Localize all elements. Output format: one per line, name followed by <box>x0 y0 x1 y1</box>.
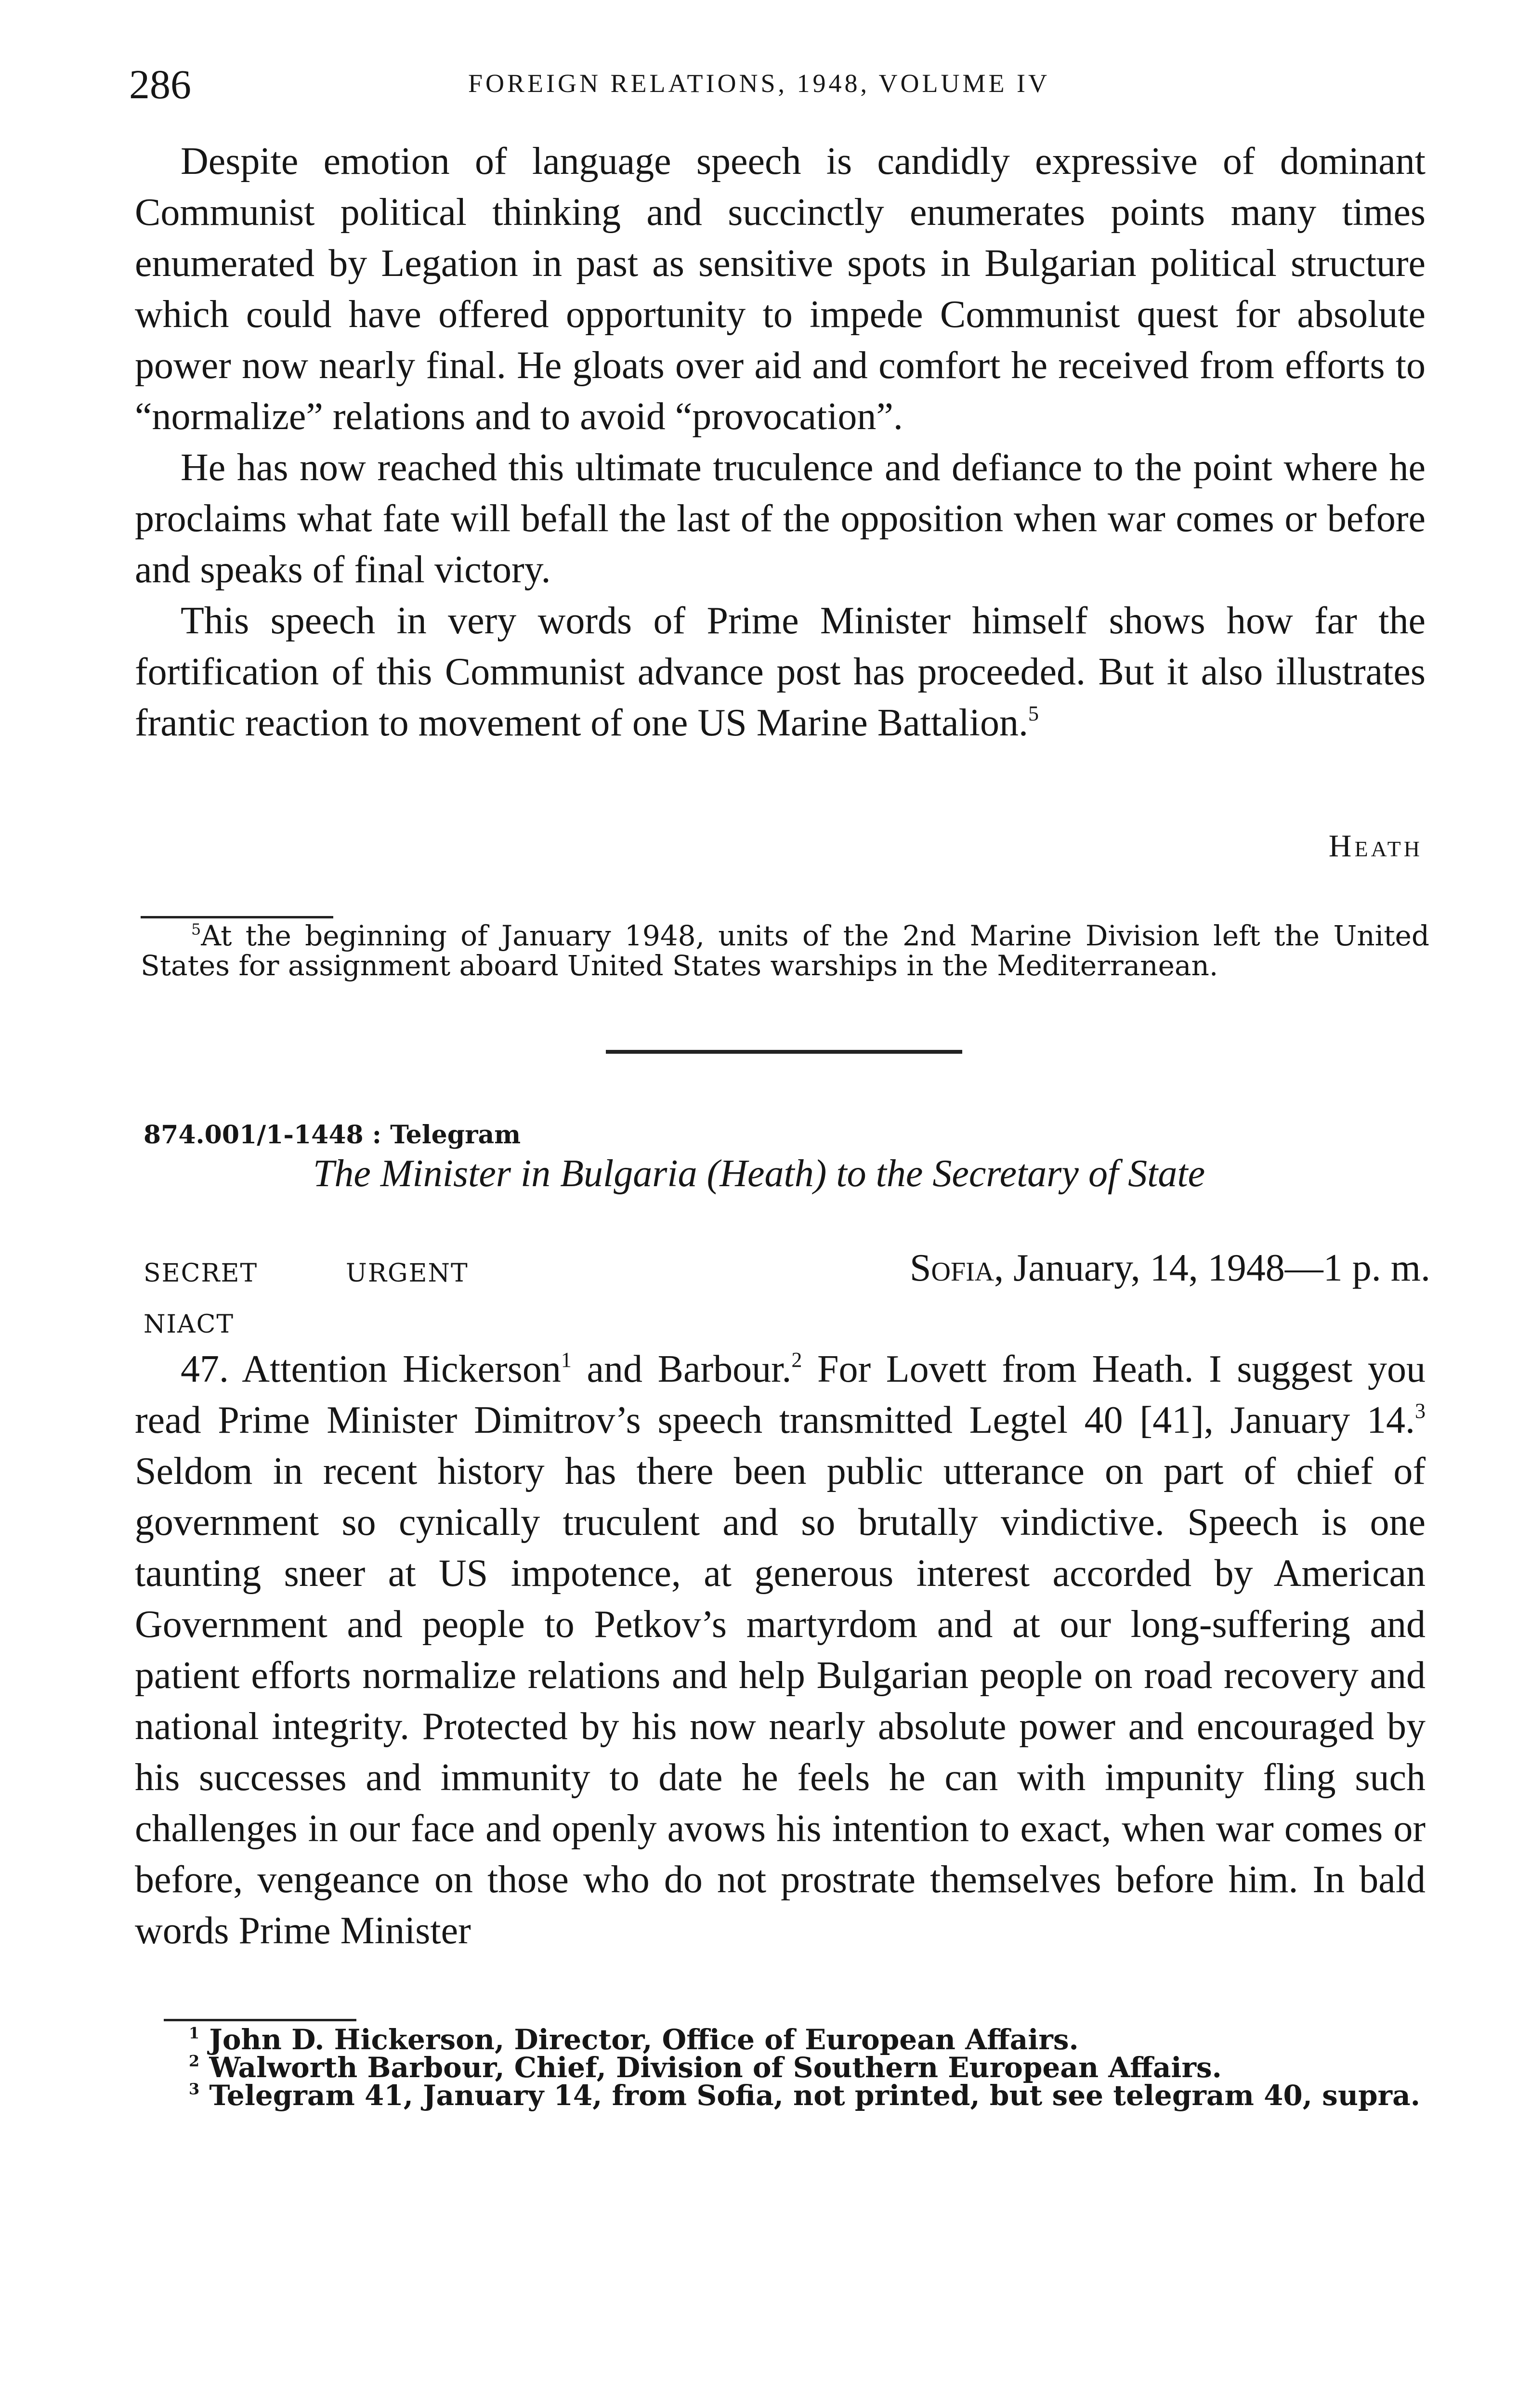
body-text: 47. Attention Hickerson <box>181 1348 561 1390</box>
dateline <box>910 1242 1430 1295</box>
footnote-ref: 2 <box>791 1348 802 1372</box>
footnote-ref: 1 <box>561 1348 572 1372</box>
footnotes <box>189 2023 1441 2112</box>
paragraph <box>135 1344 1426 1956</box>
footnote-5 <box>141 921 1429 981</box>
continuation-text <box>135 136 1426 748</box>
footnote-text: John D. Hickerson, Director, Office of European Affairs. <box>209 2023 1079 2056</box>
precedence: URGENT <box>346 1259 469 1288</box>
running-head: FOREIGN RELATIONS, 1948, VOLUME IV <box>468 69 1050 98</box>
footnote-text: Telegram 41, January 14, from Sofia, not printed, but see telegram 40, supra. <box>209 2079 1420 2112</box>
body-text: Seldom in recent history has there been public utterance on part of chief of government so cynically truculent and so brutally vindictive. Speech is one taunting sneer at US impotence, at generous interest accorded by American Government and people to Petkov’s martyrdom and at our long-suffering and patient efforts normalize relations and help Bulgarian people on road recovery and national integrity. Protected by his now nearly absolute power and encouraged by his successes and immunity to date he feels he can with impunity fling such challenges in our face and openly avows his intention to exact, when war comes or before, vengeance on those who do not prostrate themselves before him. In bald words Prime Minister <box>135 1450 1426 1952</box>
body-text: For Lovett from Heath. I suggest you read Prime Minister Dimitrov’s speech transmitted Legtel 40 [41], January 14. <box>135 1348 1426 1441</box>
footnote-ref: 5 <box>1028 702 1039 726</box>
footnote-1 <box>189 2023 1441 2056</box>
dateline-place: Sofia <box>910 1247 995 1289</box>
file-reference: 874.001/1-1448 : Telegram <box>144 1120 521 1150</box>
paragraph-text: This speech in very words of Prime Minister himself shows how far the fortification of this Communist advance post has proceeded. But it also illustrates frantic reaction to movement of one US Marine Battalion. <box>135 600 1426 744</box>
footnote-2 <box>189 2051 1441 2084</box>
footnote-marker: 5 <box>191 920 201 939</box>
footnote-text: At the beginning of January 1948, units of the 2nd Marine Division left the United States for assignment aboard United States warships in the Mediterranean. <box>141 919 1429 982</box>
classification: SECRET <box>144 1259 258 1288</box>
footnote-text: Walworth Barbour, Chief, Division of Southern European Affairs. <box>209 2051 1222 2084</box>
footnote-rule <box>164 2019 356 2021</box>
signature: Heath <box>1328 828 1423 864</box>
footnote-marker: 2 <box>189 2052 200 2070</box>
body-text: and Barbour. <box>571 1348 792 1390</box>
footnote-marker: 1 <box>189 2024 200 2042</box>
footnote-ref: 3 <box>1415 1399 1426 1423</box>
footnote-rule <box>141 916 333 918</box>
distribution: NIACT <box>144 1310 235 1339</box>
paragraph: He has now reached this ultimate truculence and defiance to the point where he proclaims what fate will befall the last of the opposition when war comes or before and speaks of final victory. <box>135 446 1426 591</box>
telegram-body <box>135 1344 1426 1956</box>
page-number: 286 <box>129 61 191 107</box>
footnote-3 <box>189 2079 1441 2112</box>
footnote-marker: 3 <box>189 2080 200 2098</box>
dateline-date: , January, 14, 1948—1 p. m. <box>994 1247 1430 1289</box>
paragraph <box>135 595 1426 748</box>
document-title: The Minister in Bulgaria (Heath) to the Secretary of State <box>313 1152 1205 1195</box>
section-divider <box>606 1050 962 1054</box>
paragraph: Despite emotion of language speech is candidly expressive of dominant Communist political thinking and succinctly enumerates points many times enumerated by Legation in past as sensitive spots in Bulgarian political structure which could have offered opportunity to impede Communist quest for absolute power now nearly final. He gloats over aid and comfort he received from efforts to “normalize” relations and to avoid “provocation”. <box>135 140 1426 438</box>
